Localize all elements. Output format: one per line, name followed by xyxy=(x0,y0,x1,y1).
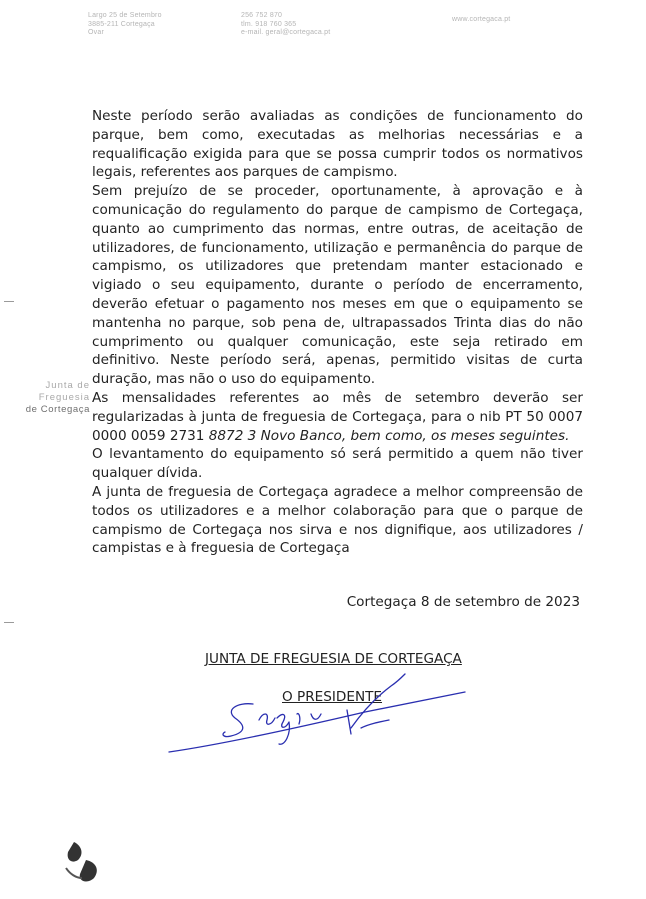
paragraph-payments xyxy=(92,389,583,445)
address-line: 3885-211 Cortegaça xyxy=(88,20,155,28)
fold-mark xyxy=(4,301,14,302)
signature-image xyxy=(165,662,485,762)
paragraph-evaluation: Neste período serão avaliadas as condições de funcionamento do parque, bem como, executadas as melhorias necessárias e a requalificação exigida para que se possa cumprir todos os normativos legais, referentes aos parques de campismo. xyxy=(92,108,583,181)
president-title: O PRESIDENTE xyxy=(282,689,383,705)
phone-number: 256 752 870 xyxy=(241,12,283,19)
header-website: www.cortegaca.pt xyxy=(452,16,511,23)
side-brand-line-1: Junta de Freguesia xyxy=(38,380,90,403)
mobile-number: tlm. 918 760 365 xyxy=(241,20,297,28)
address-line: Ovar xyxy=(88,29,104,36)
letter-date: Cortegaça 8 de setembro de 2023 xyxy=(346,594,580,610)
paragraph-regulation: Sem prejuízo de se proceder, oportunamente, à aprovação e à comunicação do regulamento do parque de campismo de Cortegaça, quanto ao cumprimento das normas, entre outras, de aceitação de utilizadores, de funcionamento, utilização e permanência do parque de campismo, os utilizadores que pretendam manter estacionado e vigiado o seu equipamento, durante o período de encerramento, deverão efetuar o pagamento nos meses em que o equipamento se mantenha no parque, sob pena de, ultrapassados Trinta dias do não cumprimento ou qualquer comunicação, este seja retirado em definitivo. Neste período será, apenas, permitido visitas de curta duração, mas não o uso do equipamento. xyxy=(92,183,583,388)
corner-stamp-mark xyxy=(60,838,106,888)
side-brand-line-2: de Cortegaça xyxy=(25,404,90,415)
letter-body xyxy=(92,107,583,558)
header-contacts xyxy=(241,12,330,38)
header-address xyxy=(88,12,162,38)
organization-title: JUNTA DE FREGUESIA DE CORTEGAÇA xyxy=(205,651,462,667)
fold-mark xyxy=(4,622,14,623)
payments-text: As mensalidades referentes ao mês de setembro deverão ser regularizadas à junta de freguesia de Cortegaça, para o nib PT 50 0007 0000 0059 2731 xyxy=(92,389,583,444)
side-brand xyxy=(0,380,90,416)
address-line: Largo 25 de Setembro xyxy=(88,12,162,19)
paragraph-removal: O levantamento do equipamento só será permitido a quem não tiver qualquer dívida. xyxy=(92,446,583,482)
paragraph-thanks: A junta de freguesia de Cortegaça agradece a melhor compreensão de todos os utilizadores e a melhor colaboração para que o parque de campismo de Cortegaça nos sirva e nos dignifique, aos utilizadores / campistas e à freguesia de Cortegaça xyxy=(92,483,583,557)
payments-bank-text: 8872 3 Novo Banco, bem como, os meses seguintes. xyxy=(208,427,570,444)
email-address: e-mail. geral@cortegaca.pt xyxy=(241,29,331,36)
